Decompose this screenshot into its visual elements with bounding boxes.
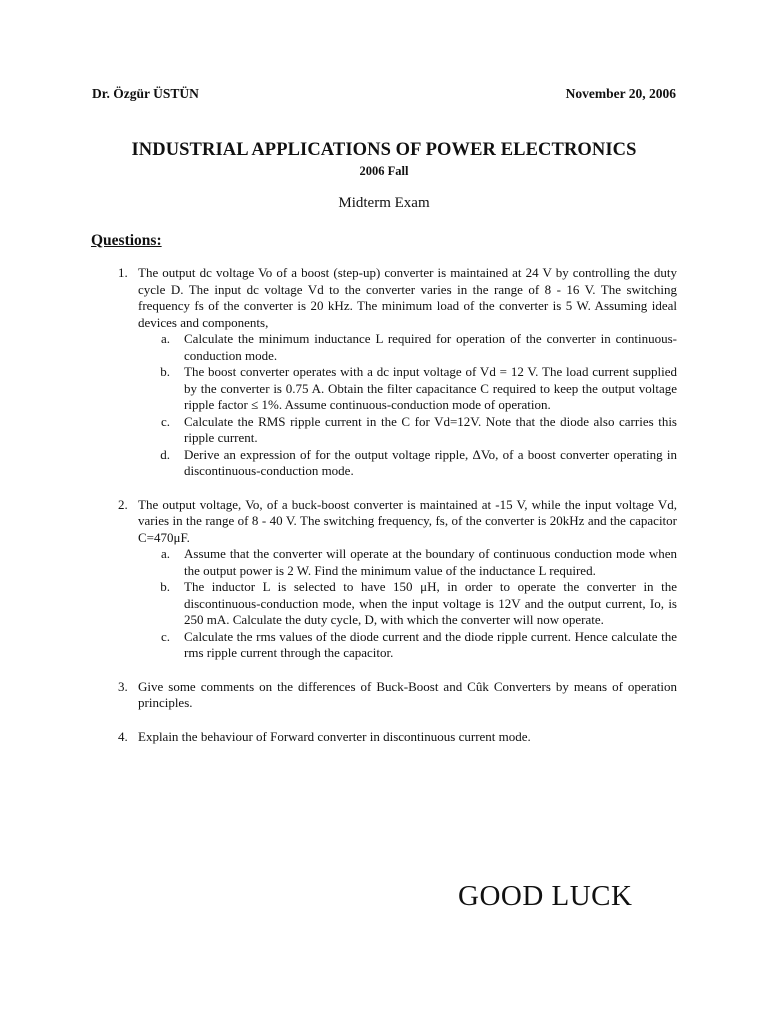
closing-text: GOOD LUCK <box>458 880 633 912</box>
question-number: 2. <box>118 496 128 512</box>
subquestion-text: Calculate the minimum inductance L required for operation of the converter in continuous-conduction mode. <box>184 331 677 363</box>
question-item <box>92 729 677 746</box>
subquestion-number: d. <box>160 446 170 462</box>
term-label: 2006 Fall <box>359 164 409 178</box>
course-title: INDUSTRIAL APPLICATIONS OF POWER ELECTRONICS <box>131 140 637 160</box>
questions-heading: Questions: <box>91 232 162 249</box>
exam-label: Midterm Exam <box>338 195 430 211</box>
subquestion-number: c. <box>160 413 170 429</box>
question-text: The output dc voltage Vo of a boost (step-up) converter is maintained at 24 V by controlling the duty cycle D. The input dc voltage Vd to the converter varies in the range of 8 - 16 V. The switching frequency fs of the converter is 20 kHz. The minimum load of the converter is 5 W. Assuming ideal devices and components, <box>138 265 677 330</box>
subquestion-number: a. <box>160 546 170 561</box>
question-item <box>92 497 677 662</box>
question-number: 4. <box>118 728 128 744</box>
exam-date: November 20, 2006 <box>565 86 676 101</box>
question-text: The output voltage, Vo, of a buck-boost converter is maintained at -15 V, while the input voltage Vd, varies in the range of 8 - 40 V. The switching frequency, fs, of the converter is 20kHz and the capacitor C=470μF. <box>138 496 677 545</box>
subquestion-number: b. <box>160 579 170 594</box>
subquestion-text: Calculate the rms values of the diode current and the diode ripple current. Hence calculate the rms ripple current through the capacitor. <box>184 628 677 660</box>
question-text: Explain the behaviour of Forward converter in discontinuous current mode. <box>138 728 531 744</box>
author-name: Dr. Özgür ÜSTÜN <box>92 86 199 101</box>
subquestion-text: Derive an expression of for the output voltage ripple, ΔVo, of a boost converter operating in discontinuous-conduction mode. <box>184 446 677 478</box>
subquestion-text: The boost converter operates with a dc input voltage of Vd = 12 V. The load current supplied by the converter is 0.75 A. Obtain the filter capacitance C required to keep the output voltage ripple factor ≤ 1%. Assume continuous-conduction mode of operation. <box>184 364 677 412</box>
question-list <box>92 265 677 762</box>
subquestion-number: b. <box>160 364 170 379</box>
subquestion-number: a. <box>160 331 170 346</box>
question-text: Give some comments on the differences of Buck-Boost and Cûk Converters by means of operation principles. <box>138 678 677 710</box>
question-number: 1. <box>118 265 128 280</box>
subquestion-text: Calculate the RMS ripple current in the C for Vd=12V. Note that the diode also carries this ripple current. <box>184 413 677 445</box>
subquestion-text: The inductor L is selected to have 150 μH, in order to operate the converter in the discontinuous-conduction mode, when the input voltage is 12V and the output current, Io, is 250 mA. Calculate the duty cycle, D, with which the converter will now operate. <box>184 579 677 627</box>
question-item <box>92 679 677 712</box>
question-item <box>92 265 677 480</box>
question-number: 3. <box>118 678 128 694</box>
header-row <box>92 86 676 102</box>
subquestion-number: c. <box>160 628 170 644</box>
subquestion-text: Assume that the converter will operate at the boundary of continuous conduction mode when the output power is 2 W. Find the minimum value of the inductance L required. <box>184 546 677 578</box>
